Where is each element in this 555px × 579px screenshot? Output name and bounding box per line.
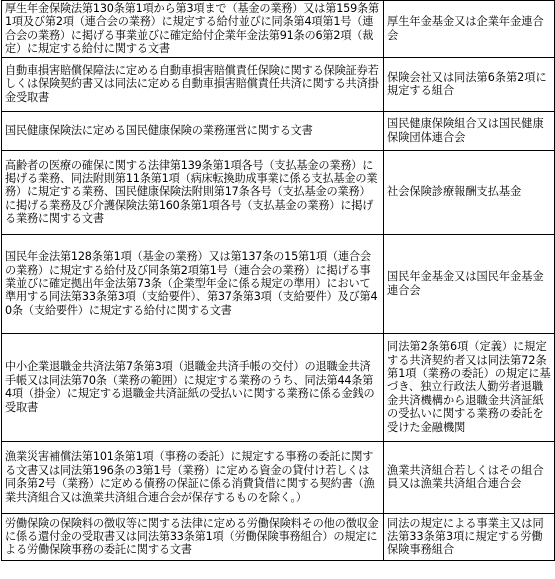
document-cell: 労働保険の保険料の徴収等に関する法律に定める労働保険料その他の徴収金に係る還付金の受取書又は同法第33条第1項（労働保険事務組合）の規定による労働保険事務の委託に関する文書 [2,513,384,560]
party-cell: 厚生年金基金又は企業年金連合会 [384,1,555,58]
document-cell: 厚生年金保険法第130条第1項から第3項まで（基金の業務）又は第159条第1項及び第2項（連合会の業務）に規定する給付並びに同条第4項第1号（連合会の業務）に掲げる事業並びに確定給付企業年金法第91条の6第2項（裁定）に規定する給付に関する文書 [2,1,384,58]
party-cell: 保険会社又は同法第6条第2項に規定する組合 [384,57,555,111]
party-cell: 漁業共済組合若しくはその組合員又は漁業共済組合連合会 [384,441,555,513]
party-cell: 国民年金基金又は国民年金基金連合会 [384,234,555,333]
party-cell: 社会保険診療報酬支払基金 [384,150,555,234]
party-cell: 同法の規定による事業主又は同法第33条第3項に規定する労働保険事務組合 [384,513,555,560]
document-cell: 漁業災害補償法第101条第1項（事務の委託）に規定する事務の委託に関する文書又は同法第196条の3第1号（業務）に定める資金の貸付け若しくは同条第2号（業務）に定める債務の保証に係る消費貸借に関する契約書（漁業共済組合又は漁業共済組合連合会が保存するものを除く。） [2,441,384,513]
table-row [2,57,555,111]
nontaxable-documents-table [1,0,555,561]
table-row [2,150,555,234]
document-cell: 自動車損害賠償保障法に定める自動車損害賠償責任保険に関する保険証券若しくは保険契約書又は同法に定める自動車損害賠償責任共済に関する共済掛金受取書 [2,57,384,111]
document-cell: 国民健康保険法に定める国民健康保険の業務運営に関する文書 [2,111,384,150]
table-row [2,111,555,150]
party-cell: 同法第2条第6項（定義）に規定する共済契約者又は同法第72条第1項（業務の委託）の規定に基づき、独立行政法人勤労者退職金共済機構から退職金共済証紙の受払いに関する業務の委託を受けた金融機関 [384,333,555,441]
table-row [2,1,555,58]
table-row [2,333,555,441]
document-cell: 高齢者の医療の確保に関する法律第139条第1項各号（支払基金の業務）に掲げる業務、同法附則第11条第1項（病床転換助成事業に係る支払基金の業務）に規定する業務、国民健康保険法附則第17条各号（支払基金の業務）に掲げる業務及び介護保険法第160条第1項各号（支払基金の業務）に掲げる業務に関する文書 [2,150,384,234]
party-cell: 国民健康保険組合又は国民健康保険団体連合会 [384,111,555,150]
table-row [2,441,555,513]
document-cell: 国民年金法第128条第1項（基金の業務）又は第137条の15第1項（連合会の業務）に規定する給付及び同条第2項第1号（連合会の業務）に掲げる事業並びに確定拠出年金法第73条（企業型年金に係る規定の準用）において準用する同法第33条第3項（支給要件）、第37条第3項（支給要件）及び第40条（支給要件）に規定する給付に関する文書 [2,234,384,333]
table-row [2,234,555,333]
document-cell: 中小企業退職金共済法第7条第3項（退職金共済手帳の交付）の退職金共済手帳又は同法第70条（業務の範囲）に規定する業務のうち、同法第44条第4項（掛金）に規定する退職金共済証紙の受払いに関する業務に係る金銭の受取書 [2,333,384,441]
table-row [2,513,555,560]
